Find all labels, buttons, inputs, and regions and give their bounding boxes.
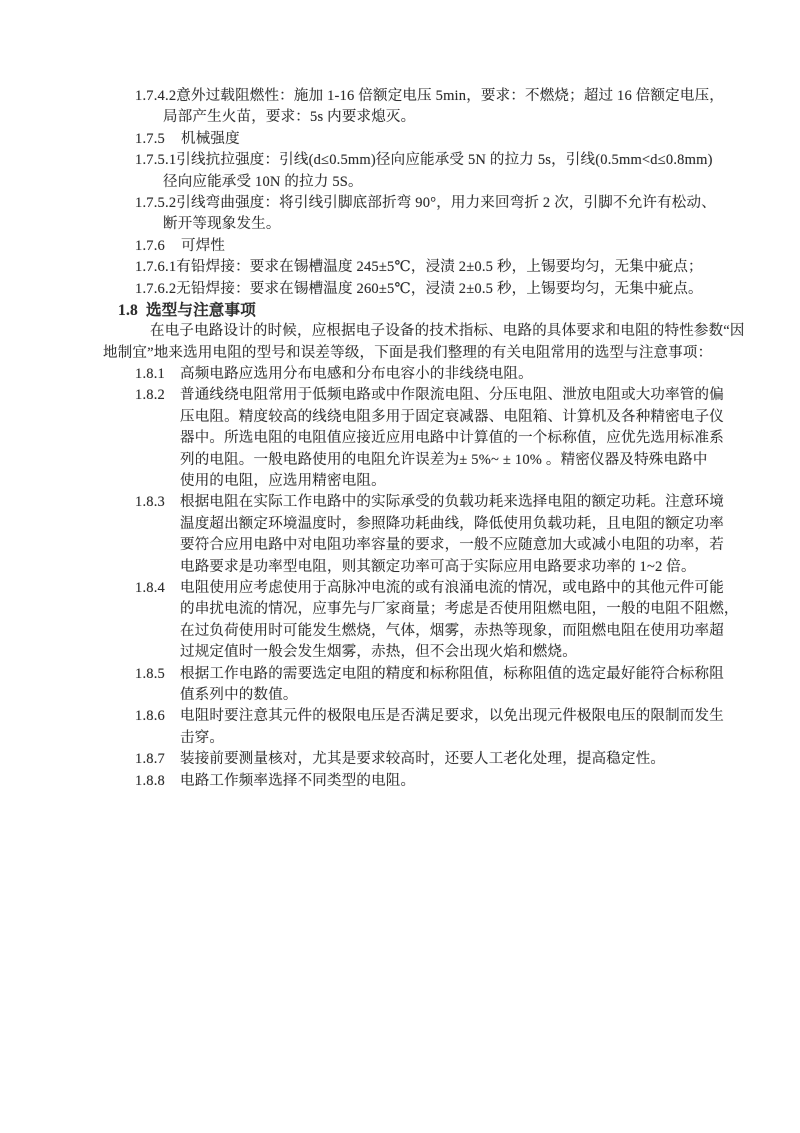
clause-1-7-6-1-line-1: 1.7.6.1有铅焊接：要求在锡槽温度 245±5℃，浸渍 2±0.5 秒，上锡要均匀，无集中疵点； [135,259,703,276]
section-title: 选型与注意事项 [146,301,256,319]
item-text: 根据工作电路的需要选定电阻的精度和标称阻值，标称阻值的选定最好能符合标称阻 [180,665,724,682]
document-content [103,86,743,792]
item-number: 1.8.3 [135,494,165,511]
list-item-1-8-7 [103,749,743,770]
clause-1-7-5-2-line-1: 1.7.5.2引线弯曲强度：将引线引脚底部折弯 90°，用力来回弯折 2 次，引脚不允许有松动、 [135,194,716,211]
item-text: 根据电阻在实际工作电路中的实际承受的负载功耗来选择电阻的额定功耗。注意环境 [180,494,724,511]
list-item-1-8-5-line-2: 值系列中的数值。 [180,686,298,703]
clause-1-7-4-2-line-1: 1.7.4.2意外过载阻燃性：施加 1-16 倍额定电压 5min，要求：不燃烧；超过 16 倍额定电压， [135,88,724,104]
list-item-1-8-3-line-4: 电路要求是功率型电阻，则其额定功率可高于实际应用电路要求功率的 1~2 倍。 [180,558,696,575]
list-item-1-8-2-line-4: 列的电阻。一般电路使用的电阻允许误差为± 5%~ ± 10% 。精密仪器及特殊电路中 [180,451,708,468]
item-number: 1.8.7 [135,751,165,768]
intro-paragraph-line-2: 地制宜”地来选用电阻的型号和误差等级，下面是我们整理的有关电阻常用的选型与注意事项： [103,344,713,361]
section-title: 机械强度 [181,130,240,147]
item-number: 1.8.5 [135,665,165,682]
item-text: 装接前要测量核对，尤其是要求较高时，还要人工老化处理，提高稳定性。 [180,751,666,768]
item-number: 1.8.1 [135,366,165,383]
list-item-1-8-1 [103,364,743,385]
section-title: 可焊性 [181,237,226,254]
list-item-1-8-8 [103,771,743,792]
list-item-1-8-2-line-5: 使用的电阻，应选用精密电阻。 [180,473,386,490]
list-item-1-8-3-line-2: 温度超出额定环境温度时，参照降功耗曲线，降低使用负载功耗，且电阻的额定功率 [180,515,724,532]
clause-1-7-4-2-line-2: 局部产生火苗，要求：5s 内要求熄灭。 [163,109,416,126]
list-item-1-8-6-line-2: 击穿。 [180,729,225,746]
list-item-1-8-4 [103,578,743,599]
section-heading-1-7-6 [103,236,743,257]
list-item-1-8-4-line-2: 的串扰电流的情况，应事先与厂家商量；考虑是否使用阻燃电阻，一般的电阻不阻燃， [180,601,739,618]
clause-1-7-6-2-line-1: 1.7.6.2无铅焊接：要求在锡槽温度 260±5℃，浸渍 2±0.5 秒，上锡要均匀，无集中疵点。 [135,280,703,297]
list-item-1-8-5 [103,664,743,685]
item-text: 普通线绕电阻常用于低频电路或中作限流电阻、分压电阻、泄放电阻或大功率管的偏 [180,387,724,404]
item-text: 电路工作频率选择不同类型的电阻。 [180,772,416,789]
item-number: 1.8.8 [135,772,165,789]
list-item-1-8-2 [103,385,743,406]
list-item-1-8-4-line-4: 过规定值时一般会发生烟雾，赤热，但不会出现火焰和燃烧。 [180,644,577,661]
clause-1-7-5-2-line-2: 断开等现象发生。 [163,216,281,233]
section-number: 1.7.5 [135,130,165,147]
section-number: 1.8 [118,301,138,319]
intro-paragraph-line-1: 在电子电路设计的时候，应根据电子设备的技术指标、电路的具体要求和电阻的特性参数“因 [150,323,745,340]
item-text: 电阻使用应考虑使用于高脉冲电流的或有浪涌电流的情况，或电路中的其他元件可能 [180,579,724,596]
list-item-1-8-2-line-3: 器中。所选电阻的电阻值应接近应用电路中计算值的一个标称值，应优先选用标准系 [180,430,724,447]
list-item-1-8-2-line-2: 压电阻。精度较高的线绕电阻多用于固定衰减器、电阻箱、计算机及各种精密电子仪 [180,408,724,425]
section-heading-1-8 [103,300,743,321]
clause-1-7-5-1-line-2: 径向应能承受 10N 的拉力 5S。 [163,173,363,190]
item-number: 1.8.6 [135,708,165,725]
list-item-1-8-3-line-3: 要符合应用电路中对电阻功率容量的要求，一般不应随意加大或减小电阻的功率，若 [180,537,724,554]
list-item-1-8-4-line-3: 在过负荷使用时可能发生燃烧，气体，烟雾，赤热等现象，而阻燃电阻在使用功率超 [180,622,724,639]
section-number: 1.7.6 [135,237,165,254]
clause-1-7-5-1-line-1: 1.7.5.1引线抗拉强度：引线(d≤0.5mm)径向应能承受 5N 的拉力 5s，引线(0.5mm<d≤0.8mm) [135,152,713,169]
item-text: 高频电路应选用分布电感和分布电容小的非线绕电阻。 [180,366,533,383]
item-number: 1.8.4 [135,579,165,596]
list-item-1-8-3 [103,492,743,513]
list-item-1-8-6 [103,706,743,727]
item-text: 电阻时要注意其元件的极限电压是否满足要求，以免出现元件极限电压的限制而发生 [180,708,724,725]
section-heading-1-7-5 [103,129,743,150]
item-number: 1.8.2 [135,387,165,404]
